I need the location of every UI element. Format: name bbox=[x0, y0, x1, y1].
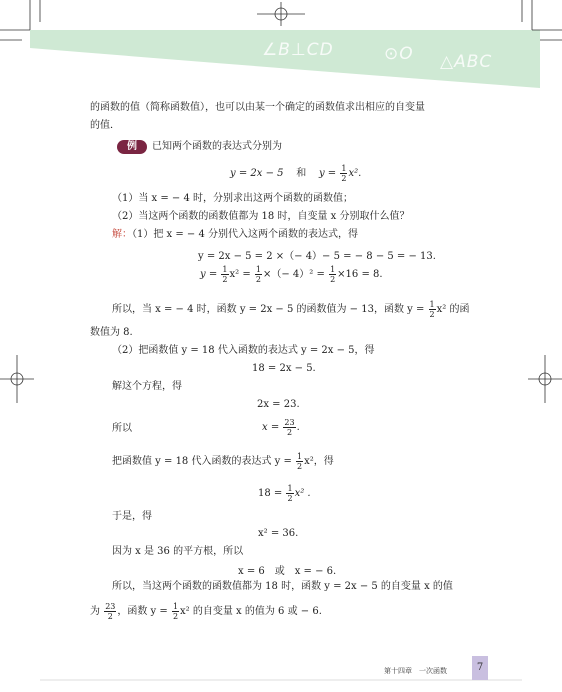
solve-text: 解这个方程，得 bbox=[112, 381, 182, 392]
equation-7: x² = 36. bbox=[258, 528, 299, 539]
equation-6: 18 = $\frac{1}{2}$ x² . bbox=[258, 484, 311, 503]
solution-step-3: 把函数值 y = 18 代入函数的表达式 y = $\frac{1}{2}$ x²，得 bbox=[112, 452, 334, 471]
page-number: 7 bbox=[472, 656, 488, 680]
conclusion-1-line-2: 数值为 8. bbox=[90, 327, 133, 338]
example-statement: 已知两个函数的表达式分别为 bbox=[152, 141, 282, 152]
registration-mark-left bbox=[0, 355, 34, 403]
solution-step-1: 解：（1）把 x = − 4 分别代入这两个函数的表达式，得 bbox=[112, 229, 359, 240]
registration-mark-top bbox=[257, 2, 305, 26]
intro-line-1: 的函数的值（简称函数值），也可以由某一个确定的函数值求出相应的自变量 bbox=[90, 102, 425, 113]
equation-8: x = 6 或 x = − 6. bbox=[238, 566, 337, 577]
equation-quadratic: y = $\frac{1}{2}$ x² = $\frac{1}{2}$ ×（− 4）² = $\frac{1}{2}$ ×16 = 8. bbox=[200, 265, 383, 284]
equation-3: 18 = 2x − 5. bbox=[252, 363, 316, 374]
final-conclusion-1: 所以，当这两个函数的函数值都为 18 时，函数 y = 2x − 5 的自变量 x 的值 bbox=[112, 581, 453, 592]
header-decoration-angle: ∠B⊥CD bbox=[262, 40, 334, 60]
thus-text: 于是，得 bbox=[112, 511, 152, 522]
solution-step-2: （2）把函数值 y = 18 代入函数的表达式 y = 2x − 5，得 bbox=[112, 345, 375, 356]
equation-linear: y = 2x − 5 = 2 ×（− 4）− 5 = − 8 − 5 = − 13. bbox=[198, 251, 436, 262]
solution-label: 解： bbox=[112, 229, 132, 240]
so-text: 所以 bbox=[112, 423, 132, 434]
final-conclusion-2: 为 $\frac{23}{2}$ ，函数 y = $\frac{1}{2}$ x² 的自变量 x 的值为 6 或 − 6. bbox=[90, 602, 322, 621]
header-decoration-triangle: △ABC bbox=[440, 52, 493, 72]
equation-5: x = $\frac{23}{2}$ . bbox=[262, 418, 300, 437]
because-text: 因为 x 是 36 的平方根，所以 bbox=[112, 546, 244, 557]
question-1: （1）当 x = − 4 时，分别求出这两个函数的函数值； bbox=[112, 193, 354, 204]
header-decoration-circle: ⊙O bbox=[384, 44, 414, 64]
intro-line-2: 的值． bbox=[90, 120, 120, 131]
example-functions: y = 2x − 5 和 y = $\frac{1}{2}$ x². bbox=[230, 164, 362, 183]
question-2: （2）当这两个函数的函数值都为 18 时，自变量 x 分别取什么值？ bbox=[112, 211, 410, 222]
equation-4: 2x = 23. bbox=[257, 399, 300, 410]
registration-mark-right bbox=[528, 355, 562, 403]
conclusion-1: 所以，当 x = − 4 时，函数 y = 2x − 5 的函数值为 − 13，函数 y = $\frac{1}{2}$ x² 的函 bbox=[112, 300, 470, 319]
example-badge: 例 bbox=[117, 140, 147, 154]
chapter-footer: 第十四章 一次函数 bbox=[384, 667, 447, 675]
